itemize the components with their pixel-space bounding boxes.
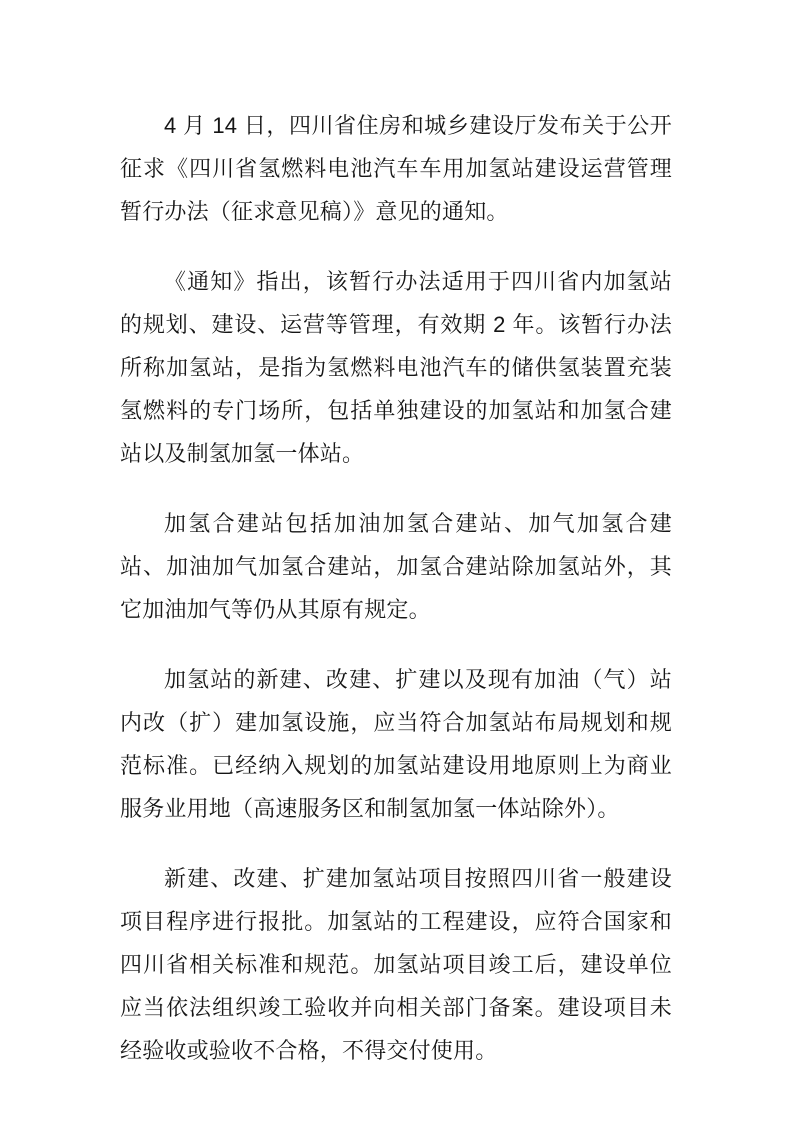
paragraph-4: 加氢站的新建、改建、扩建以及现有加油（气）站内改（扩）建加氢设施，应当符合加氢站布局规划和规范标准。已经纳入规划的加氢站建设用地原则上为商业服务业用地（高速服务区和制氢加氢一体站除外）。: [120, 667, 672, 821]
paragraph-5: 新建、改建、扩建加氢站项目按照四川省一般建设项目程序进行报批。加氢站的工程建设，应符合国家和四川省相关标准和规范。加氢站项目竣工后，建设单位应当依法组织竣工验收并向相关部门备案。建设项目未经验收或验收不合格，不得交付使用。: [120, 866, 672, 1063]
paragraph-3: 加氢合建站包括加油加氢合建站、加气加氢合建站、加油加气加氢合建站，加氢合建站除加氢站外，其它加油加气等仍从其原有规定。: [120, 511, 672, 622]
document-body: [120, 104, 672, 1072]
paragraph-2: 《通知》指出，该暂行办法适用于四川省内加氢站的规划、建设、运营等管理，有效期 2 年。该暂行办法所称加氢站，是指为氢燃料电池汽车的储供氢装置充装氢燃料的专门场所，包括单独建设的加氢站和加氢合建站以及制氢加氢一体站。: [120, 269, 672, 466]
paragraph-1: 4 月 14 日，四川省住房和城乡建设厅发布关于公开征求《四川省氢燃料电池汽车车用加氢站建设运营管理暂行办法（征求意见稿）》意见的通知。: [120, 113, 672, 224]
